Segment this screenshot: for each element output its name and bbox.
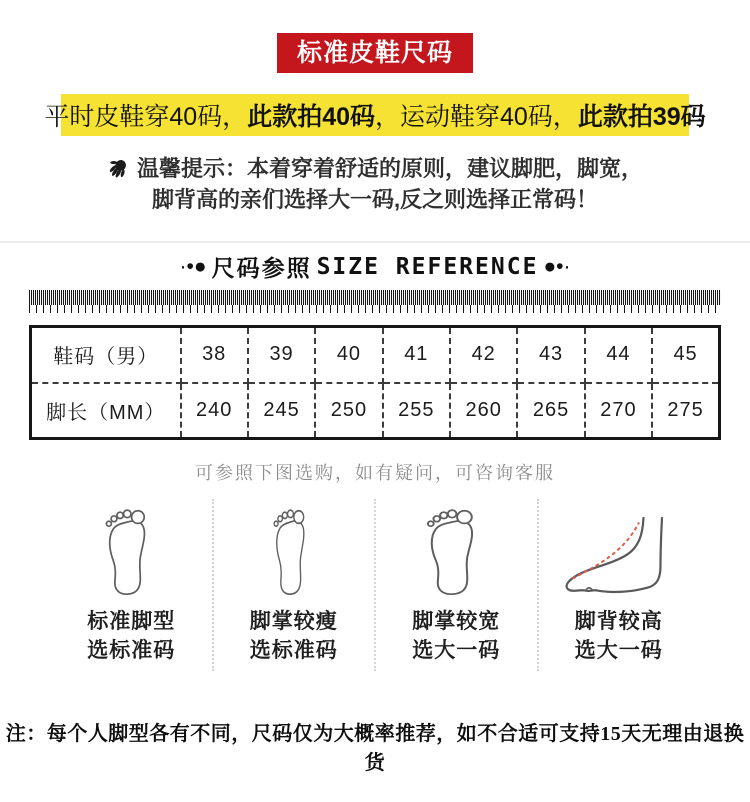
table-cell: 240 <box>181 383 248 439</box>
foot-type-label <box>250 607 338 665</box>
foot-type-wide <box>374 499 537 671</box>
foot-high-instep-icon <box>556 503 682 597</box>
dots-left-icon: ·•● <box>179 255 207 278</box>
foot-type-label <box>575 607 663 665</box>
guide-hint: 可参照下图选购，如有疑问，可咨询客服 <box>195 463 555 483</box>
table-cell: 275 <box>652 383 719 439</box>
foot-type-label <box>412 607 500 665</box>
foot-type-high-instep <box>537 499 700 671</box>
table-row-shoe-size <box>31 327 720 383</box>
page-title: 标准皮鞋尺码 <box>277 33 473 73</box>
foot-wide-icon <box>420 503 492 597</box>
table-cell: 41 <box>383 327 450 383</box>
table-row-foot-length <box>31 383 720 439</box>
foot-type-standard <box>51 499 212 671</box>
size-reference-title-cn: 尺码参照 <box>211 255 312 281</box>
warm-tip-line1 <box>55 153 695 184</box>
ruler-ticks <box>29 305 721 313</box>
foot-type-label-line2: 选标准码 <box>249 639 338 662</box>
table-cell: 39 <box>248 327 315 383</box>
table-cell: 40 <box>315 327 382 383</box>
foot-type-label-line1: 脚背较高 <box>574 610 663 633</box>
foot-standard-icon <box>99 503 163 597</box>
foot-type-label-line2: 选大一码 <box>574 639 663 662</box>
foot-type-label <box>87 607 175 665</box>
table-cell: 265 <box>517 383 584 439</box>
foot-type-label-line1: 脚掌较宽 <box>412 610 501 633</box>
return-policy-note: 注：每个人脚型各有不同，尺码仅为大概率推荐，如不合适可支持15天无理由退换货 <box>5 723 745 774</box>
foot-type-label-line1: 脚掌较瘦 <box>249 610 338 633</box>
table-cell: 270 <box>585 383 652 439</box>
table-cell: 42 <box>450 327 517 383</box>
table-cell: 38 <box>181 327 248 383</box>
foot-narrow-icon <box>262 503 326 597</box>
size-reference-title <box>0 250 750 283</box>
size-notice-segment-bold: 此款拍39码 <box>577 103 706 131</box>
warm-tip-text-2: 脚背高的亲们选择大一码,反之则选择正常码！ <box>151 187 599 212</box>
table-cell: 245 <box>248 383 315 439</box>
hand-icon <box>107 157 130 180</box>
table-cell: 260 <box>450 383 517 439</box>
section-divider <box>0 241 750 243</box>
size-notice-segment: 平时皮鞋穿40码， <box>44 103 248 131</box>
foot-type-guide <box>51 499 699 671</box>
table-cell: 44 <box>585 327 652 383</box>
ruler-band <box>29 290 721 305</box>
foot-type-label-line2: 选标准码 <box>87 639 176 662</box>
table-cell: 45 <box>652 327 719 383</box>
row-header-shoe-size: 鞋码（男） <box>31 327 181 383</box>
dots-right-icon: ●•· <box>543 255 571 278</box>
table-cell: 250 <box>315 383 382 439</box>
table-cell: 43 <box>517 327 584 383</box>
size-notice-segment-bold: 此款拍40码 <box>247 103 375 131</box>
foot-type-narrow <box>212 499 375 671</box>
size-notice-banner <box>44 94 706 136</box>
warm-tip-text-1: 温馨提示：本着穿着舒适的原则，建议脚肥，脚宽， <box>136 156 643 181</box>
size-table <box>29 325 721 440</box>
size-reference-title-en: SIZE REFERENCE <box>316 253 539 280</box>
row-header-foot-length: 脚长（MM） <box>31 383 181 439</box>
warm-tip <box>55 153 695 215</box>
ruler-graphic <box>29 290 721 313</box>
foot-type-label-line2: 选大一码 <box>412 639 501 662</box>
table-cell: 255 <box>383 383 450 439</box>
foot-type-label-line1: 标准脚型 <box>87 610 176 633</box>
size-notice-segment: ，运动鞋穿40码， <box>375 103 578 131</box>
